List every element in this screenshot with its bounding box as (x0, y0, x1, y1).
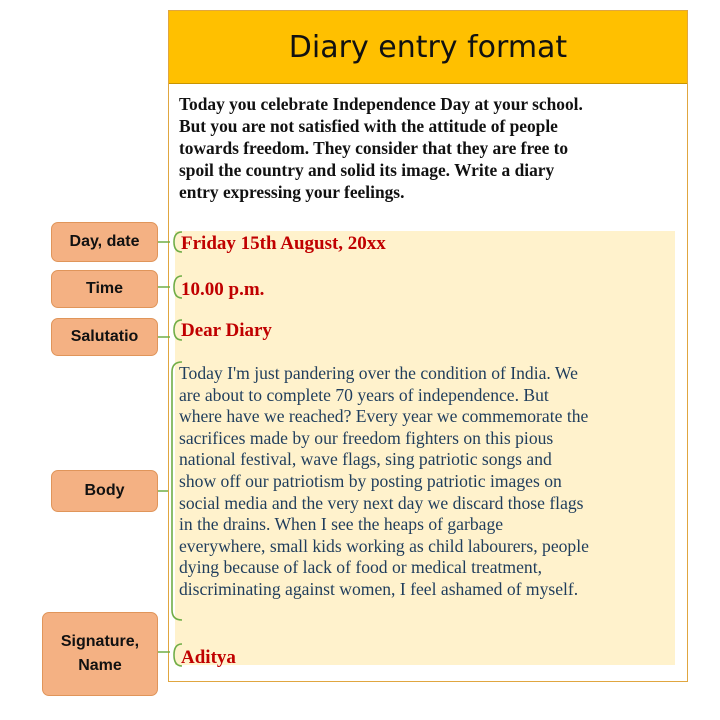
label-signature-name (42, 612, 158, 696)
body-line: national festival, wave flags, sing patriotic songs and (179, 449, 552, 470)
label-time: Time (51, 270, 158, 308)
entry-time: 10.00 p.m. (181, 279, 265, 300)
connector-date (157, 232, 182, 252)
body-line: show off our patriotism by posting patriotic images on (179, 470, 562, 491)
connector-body (157, 362, 182, 620)
connector-time (157, 276, 182, 298)
prompt-line: Today you celebrate Independence Day at your school. (179, 94, 583, 114)
diagram-title: Diary entry format (288, 29, 568, 65)
body-line: sacrifices made by our freedom fighters on this pious (179, 427, 554, 448)
prompt-line: towards freedom. They consider that they are free to (179, 138, 569, 158)
label-signature-line1: Signature, (60, 633, 140, 650)
body-line: everywhere, small kids working as child labourers, people (179, 535, 589, 556)
body-line: Today I'm just pandering over the condition of India. We (179, 363, 578, 383)
entry-date: Friday 15th August, 20xx (181, 233, 386, 254)
label-signature-line2: Name (78, 657, 122, 674)
prompt-line: entry expressing your feelings. (179, 182, 405, 202)
body-line: discriminating against women, I feel ashamed of myself. (179, 578, 579, 599)
entry-signature: Aditya (181, 647, 236, 668)
prompt-line: But you are not satisfied with the attitude of people (179, 116, 558, 136)
body-line: in the drains. When I see the heaps of garbage (179, 514, 504, 535)
prompt-line: spoil the country and solid its image. Write a diary (179, 160, 555, 180)
body-line: where have we reached? Every year we commemorate the (179, 406, 589, 427)
connector-signature (157, 644, 182, 666)
entry-salutation: Dear Diary (181, 320, 272, 341)
label-body: Body (51, 470, 158, 512)
label-day-date: Day, date (51, 222, 158, 262)
body-line: social media and the very next day we discard those flags (179, 492, 584, 513)
label-salutation: Salutatio (51, 318, 158, 356)
body-line: are about to complete 70 years of independence. But (179, 384, 549, 405)
body-line: dying because of lack of food or medical treatment, (179, 557, 542, 578)
connector-salutation (157, 320, 182, 340)
